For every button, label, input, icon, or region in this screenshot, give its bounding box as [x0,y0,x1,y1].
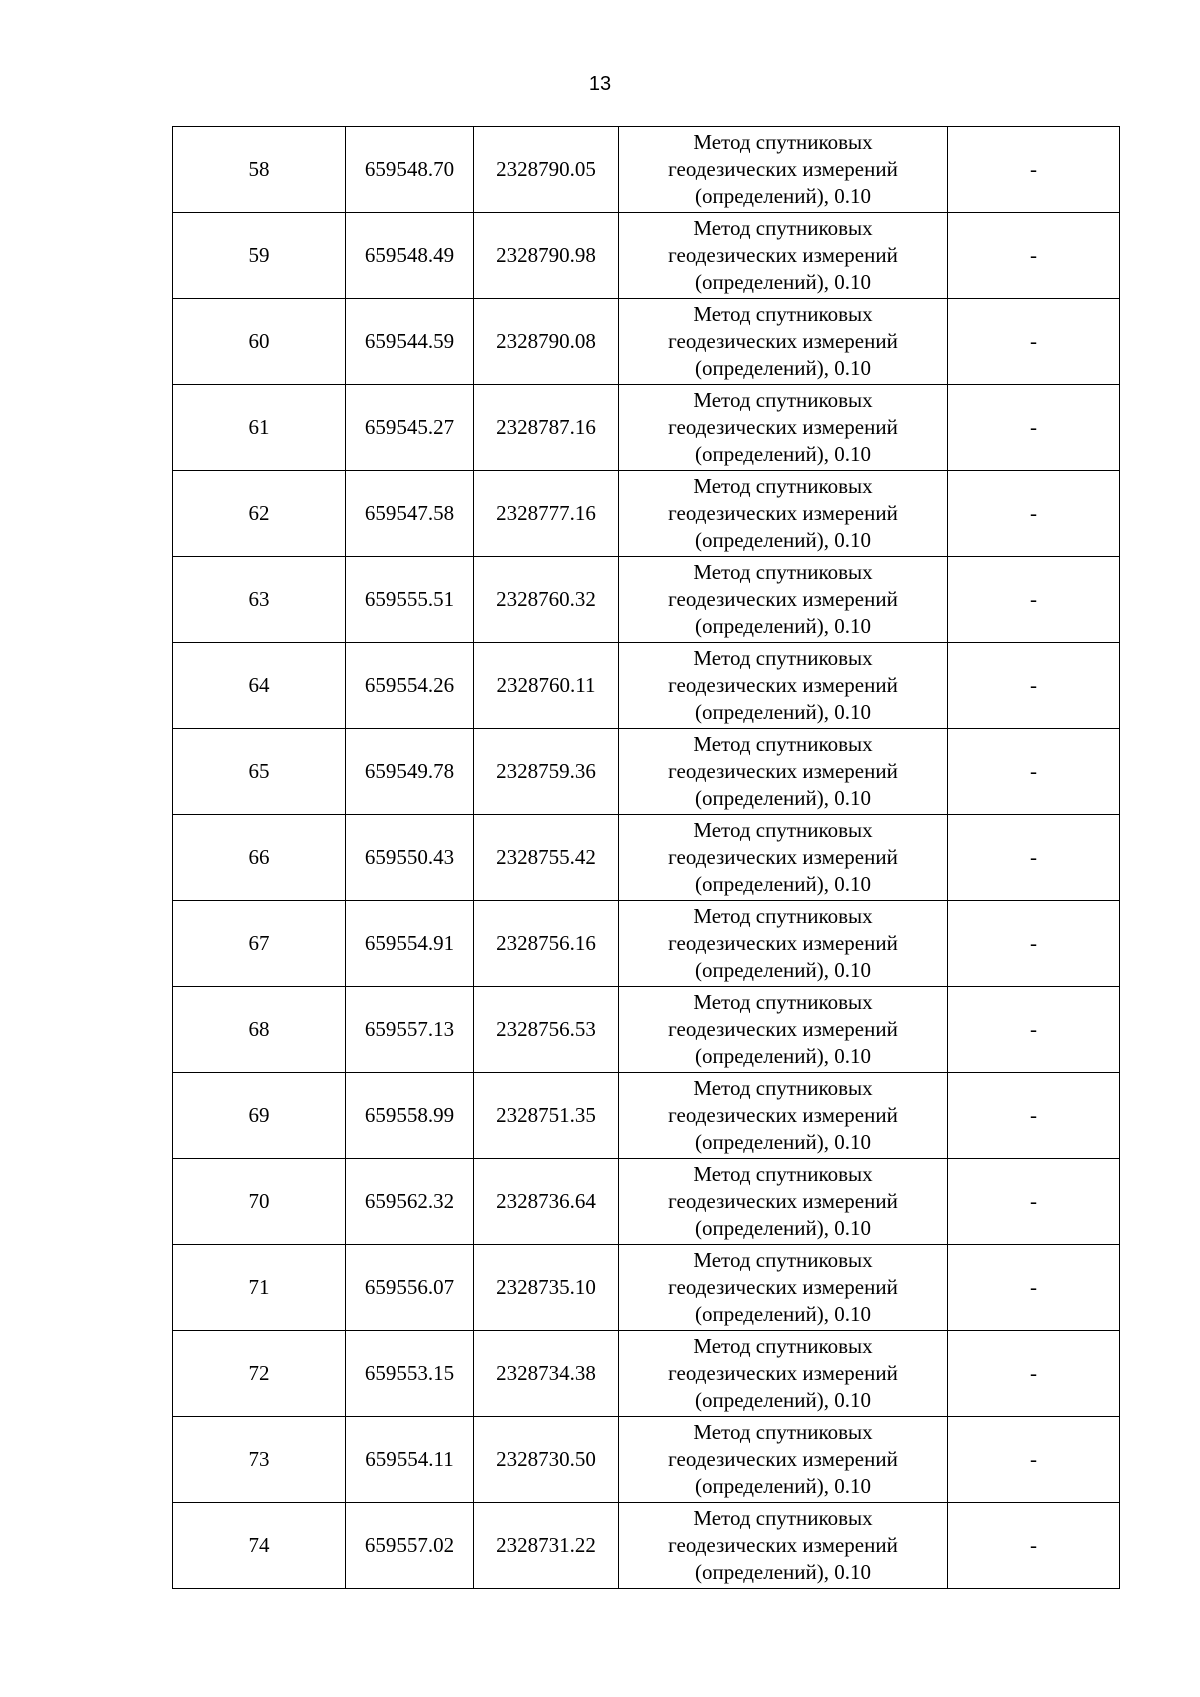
method-line: геодезических измерений [668,329,898,353]
method-line: геодезических измерений [668,931,898,955]
method-line: Метод спутниковых [693,560,873,584]
method-line: Метод спутниковых [693,216,873,240]
method-line: (определений), 0.10 [694,356,872,380]
method-cell [619,815,948,901]
y-coordinate-cell: 2328756.53 [474,987,619,1073]
coordinates-table [172,126,1120,1589]
method-cell [619,729,948,815]
method-line: Метод спутниковых [693,1334,873,1358]
y-coordinate-cell: 2328751.35 [474,1073,619,1159]
method-line: Метод спутниковых [693,474,873,498]
table-row [173,385,1120,471]
method-cell [619,1073,948,1159]
method-line: Метод спутниковых [693,818,873,842]
y-coordinate-cell: 2328734.38 [474,1331,619,1417]
table-row [173,299,1120,385]
description-cell: - [948,127,1120,213]
x-coordinate-cell: 659556.07 [346,1245,474,1331]
method-line: Метод спутниковых [693,388,873,412]
description-cell: - [948,471,1120,557]
method-line: Метод спутниковых [693,130,873,154]
table-row [173,643,1120,729]
x-coordinate-cell: 659554.11 [346,1417,474,1503]
method-cell [619,1159,948,1245]
table-row [173,1417,1120,1503]
x-coordinate-cell: 659562.32 [346,1159,474,1245]
method-line: геодезических измерений [668,243,898,267]
y-coordinate-cell: 2328756.16 [474,901,619,987]
method-line: геодезических измерений [668,1275,898,1299]
x-coordinate-cell: 659544.59 [346,299,474,385]
x-coordinate-cell: 659555.51 [346,557,474,643]
x-coordinate-cell: 659557.13 [346,987,474,1073]
y-coordinate-cell: 2328777.16 [474,471,619,557]
method-line: геодезических измерений [668,157,898,181]
point-number-cell: 60 [173,299,346,385]
method-line: геодезических измерений [668,415,898,439]
y-coordinate-cell: 2328735.10 [474,1245,619,1331]
method-line: геодезических измерений [668,1189,898,1213]
method-line: Метод спутниковых [693,990,873,1014]
method-line: (определений), 0.10 [694,1302,872,1326]
table-row [173,815,1120,901]
y-coordinate-cell: 2328790.08 [474,299,619,385]
point-number-cell: 59 [173,213,346,299]
y-coordinate-cell: 2328760.32 [474,557,619,643]
method-line: (определений), 0.10 [694,872,872,896]
table-row [173,127,1120,213]
method-line: (определений), 0.10 [694,1474,872,1498]
method-cell [619,1331,948,1417]
method-line: (определений), 0.10 [694,184,872,208]
method-cell [619,1503,948,1589]
table-row [173,1159,1120,1245]
x-coordinate-cell: 659550.43 [346,815,474,901]
description-cell: - [948,1245,1120,1331]
method-line: (определений), 0.10 [694,1560,872,1584]
method-line: (определений), 0.10 [694,786,872,810]
method-cell [619,901,948,987]
coordinates-table-body [173,127,1120,1589]
method-line: Метод спутниковых [693,1248,873,1272]
method-line: Метод спутниковых [693,302,873,326]
method-line: геодезических измерений [668,1447,898,1471]
description-cell: - [948,385,1120,471]
x-coordinate-cell: 659554.26 [346,643,474,729]
method-line: (определений), 0.10 [694,528,872,552]
point-number-cell: 70 [173,1159,346,1245]
table-row [173,1073,1120,1159]
point-number-cell: 67 [173,901,346,987]
y-coordinate-cell: 2328736.64 [474,1159,619,1245]
point-number-cell: 61 [173,385,346,471]
table-row [173,901,1120,987]
x-coordinate-cell: 659545.27 [346,385,474,471]
description-cell: - [948,901,1120,987]
page-number: 13 [588,73,612,95]
y-coordinate-cell: 2328760.11 [474,643,619,729]
x-coordinate-cell: 659548.49 [346,213,474,299]
table-row [173,987,1120,1073]
method-line: (определений), 0.10 [694,442,872,466]
description-cell: - [948,643,1120,729]
table-row [173,729,1120,815]
method-line: геодезических измерений [668,1361,898,1385]
method-cell [619,127,948,213]
point-number-cell: 64 [173,643,346,729]
description-cell: - [948,815,1120,901]
method-line: (определений), 0.10 [694,614,872,638]
method-line: Метод спутниковых [693,1162,873,1186]
table-row [173,557,1120,643]
method-line: геодезических измерений [668,1017,898,1041]
description-cell: - [948,987,1120,1073]
method-line: Метод спутниковых [693,904,873,928]
method-line: Метод спутниковых [693,646,873,670]
x-coordinate-cell: 659547.58 [346,471,474,557]
method-line: геодезических измерений [668,673,898,697]
y-coordinate-cell: 2328787.16 [474,385,619,471]
y-coordinate-cell: 2328730.50 [474,1417,619,1503]
method-line: (определений), 0.10 [694,700,872,724]
description-cell: - [948,1417,1120,1503]
method-line: Метод спутниковых [693,1076,873,1100]
x-coordinate-cell: 659549.78 [346,729,474,815]
point-number-cell: 71 [173,1245,346,1331]
method-cell [619,385,948,471]
method-cell [619,299,948,385]
point-number-cell: 66 [173,815,346,901]
point-number-cell: 58 [173,127,346,213]
method-cell [619,987,948,1073]
y-coordinate-cell: 2328790.98 [474,213,619,299]
description-cell: - [948,1503,1120,1589]
point-number-cell: 74 [173,1503,346,1589]
table-row [173,1503,1120,1589]
table-row [173,213,1120,299]
point-number-cell: 72 [173,1331,346,1417]
method-line: геодезических измерений [668,759,898,783]
table-row [173,471,1120,557]
y-coordinate-cell: 2328759.36 [474,729,619,815]
method-cell [619,1245,948,1331]
method-line: геодезических измерений [668,587,898,611]
description-cell: - [948,299,1120,385]
method-line: (определений), 0.10 [694,958,872,982]
x-coordinate-cell: 659554.91 [346,901,474,987]
description-cell: - [948,729,1120,815]
point-number-cell: 73 [173,1417,346,1503]
method-cell [619,643,948,729]
description-cell: - [948,1331,1120,1417]
method-line: геодезических измерений [668,1103,898,1127]
table-row [173,1245,1120,1331]
x-coordinate-cell: 659558.99 [346,1073,474,1159]
point-number-cell: 62 [173,471,346,557]
description-cell: - [948,1159,1120,1245]
point-number-cell: 68 [173,987,346,1073]
point-number-cell: 65 [173,729,346,815]
method-cell [619,213,948,299]
method-line: Метод спутниковых [693,1420,873,1444]
x-coordinate-cell: 659553.15 [346,1331,474,1417]
y-coordinate-cell: 2328755.42 [474,815,619,901]
method-line: (определений), 0.10 [694,1130,872,1154]
point-number-cell: 63 [173,557,346,643]
table-row [173,1331,1120,1417]
method-line: (определений), 0.10 [694,1044,872,1068]
method-cell [619,557,948,643]
method-cell [619,471,948,557]
description-cell: - [948,213,1120,299]
y-coordinate-cell: 2328731.22 [474,1503,619,1589]
description-cell: - [948,557,1120,643]
description-cell: - [948,1073,1120,1159]
point-number-cell: 69 [173,1073,346,1159]
method-line: Метод спутниковых [693,1506,873,1530]
method-line: (определений), 0.10 [694,1388,872,1412]
method-line: Метод спутниковых [693,732,873,756]
x-coordinate-cell: 659548.70 [346,127,474,213]
method-line: (определений), 0.10 [694,1216,872,1240]
method-line: геодезических измерений [668,1533,898,1557]
method-line: геодезических измерений [668,501,898,525]
method-line: геодезических измерений [668,845,898,869]
method-line: (определений), 0.10 [694,270,872,294]
x-coordinate-cell: 659557.02 [346,1503,474,1589]
y-coordinate-cell: 2328790.05 [474,127,619,213]
method-cell [619,1417,948,1503]
